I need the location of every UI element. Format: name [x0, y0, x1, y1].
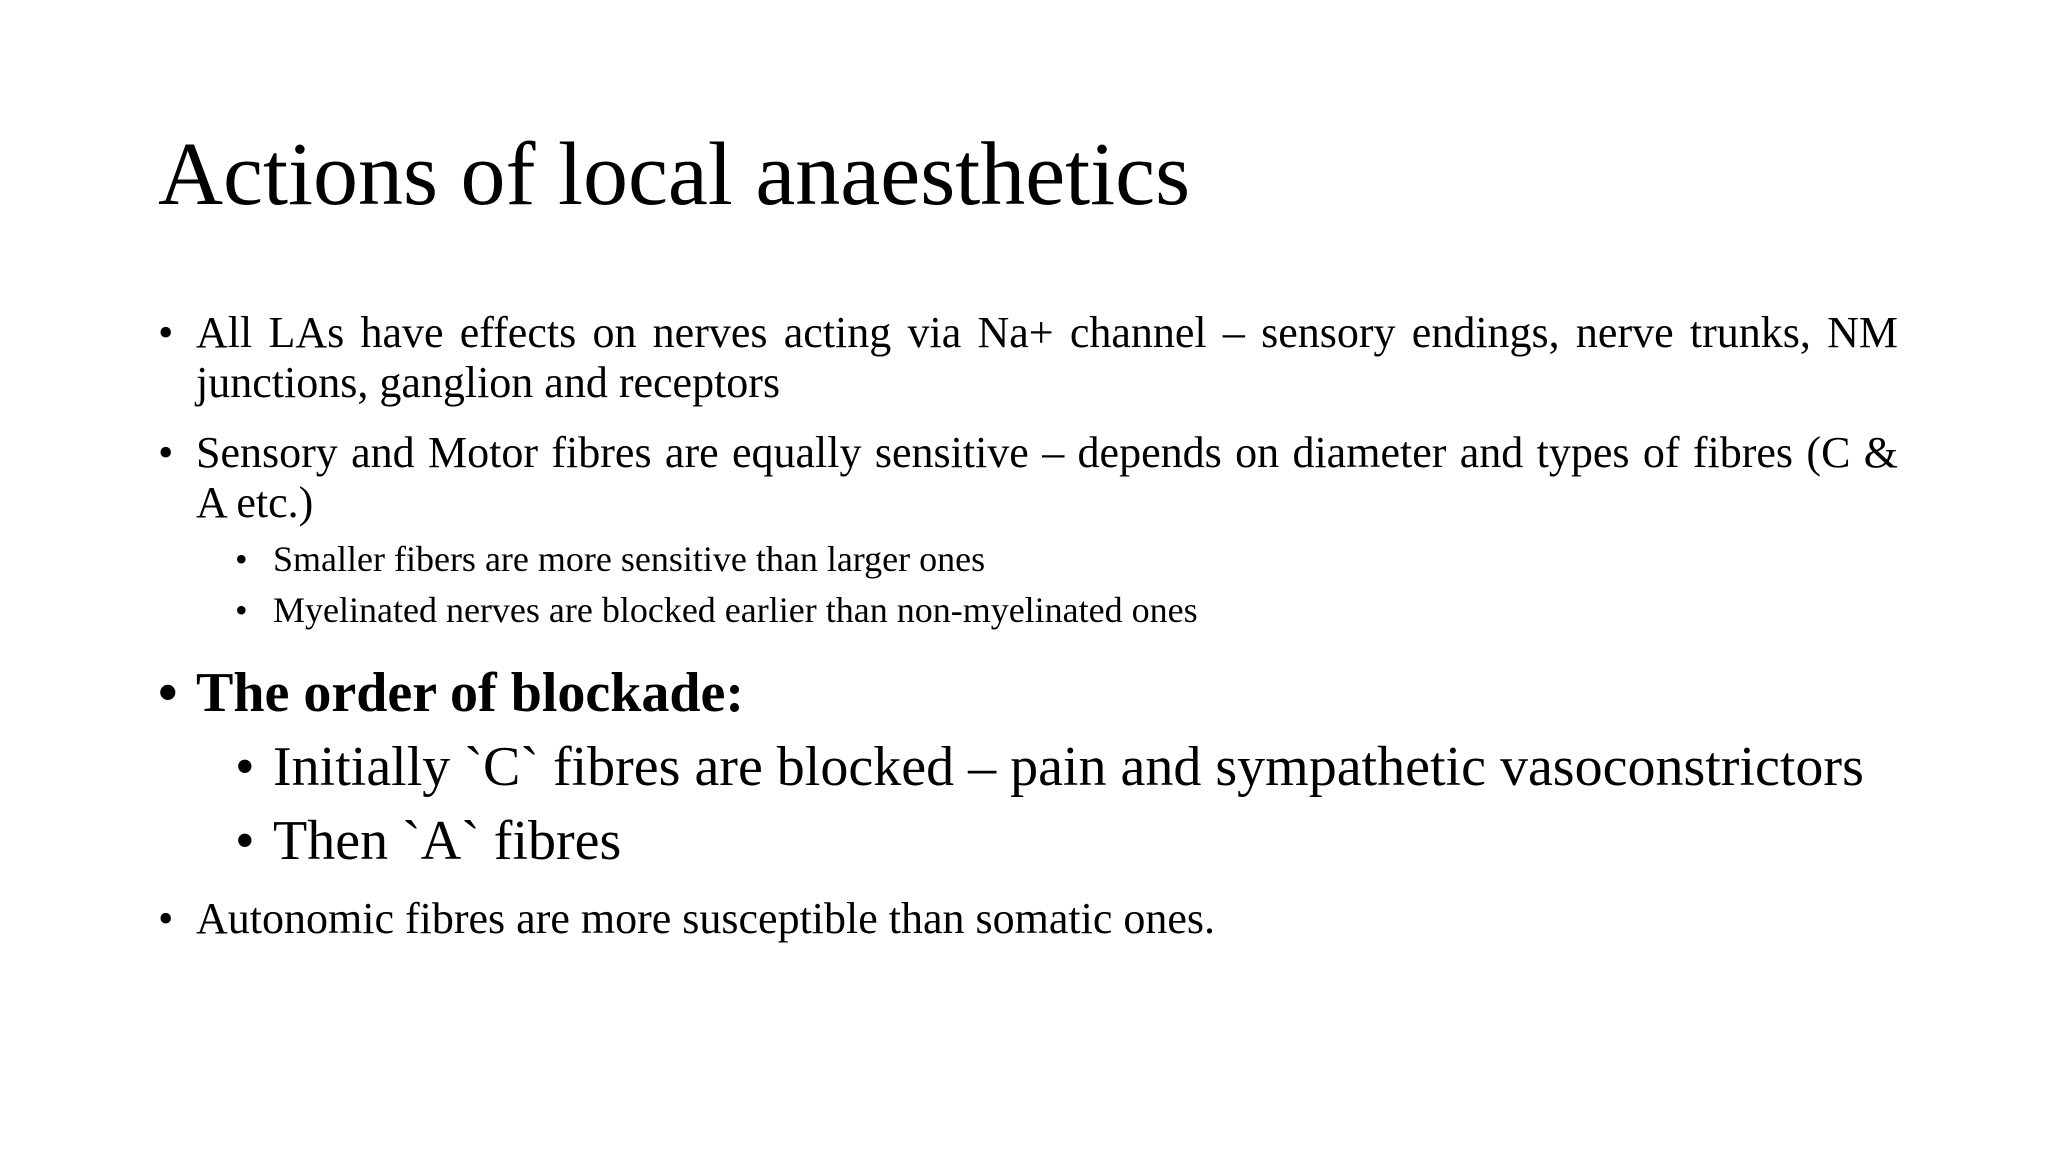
- bullet-list: [158, 308, 1898, 944]
- list-item-text: Autonomic fibres are more susceptible than somatic ones.: [196, 894, 1216, 943]
- bullet-icon: •: [235, 810, 255, 872]
- slide-title: Actions of local anaesthetics: [158, 125, 1191, 224]
- sub-list-item-text: Smaller fibers are more sensitive than larger ones: [273, 539, 986, 579]
- sub-list-item: [235, 734, 1898, 800]
- sub-list-item-text: Myelinated nerves are blocked earlier than non-myelinated ones: [273, 590, 1198, 630]
- list-item: [158, 894, 1898, 944]
- sub-list-item: [235, 534, 1898, 585]
- bullet-icon: •: [158, 428, 174, 477]
- sub-list-item: [235, 585, 1898, 636]
- list-item-text: Sensory and Motor fibres are equally sensitive – depends on diameter and types of fibres (C & A etc.): [196, 428, 1898, 527]
- bullet-icon: •: [158, 308, 174, 357]
- list-item: [158, 428, 1898, 528]
- sub-list-item-text: Then `A` fibres: [273, 810, 622, 872]
- bullet-icon: •: [235, 736, 255, 798]
- list-item-heading: [158, 660, 1898, 726]
- sub-list-item: [235, 808, 1898, 874]
- bullet-icon: •: [158, 894, 174, 943]
- list-item-text: The order of blockade:: [196, 662, 745, 724]
- list-item: [158, 308, 1898, 408]
- list-item-text: All LAs have effects on nerves acting via Na+ channel – sensory endings, nerve trunks, NM junctions, ganglion and receptors: [196, 308, 1898, 407]
- bullet-icon: •: [158, 662, 178, 724]
- sub-list-item-text: Initially `C` fibres are blocked – pain and sympathetic vasoconstrictors: [273, 736, 1864, 798]
- bullet-icon: •: [235, 539, 248, 579]
- bullet-icon: •: [235, 590, 248, 630]
